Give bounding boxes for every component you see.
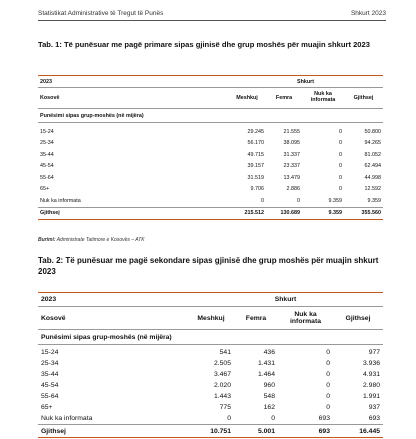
table2-section-row [38, 330, 383, 345]
table-row [38, 391, 383, 402]
table2-period: Shkurt [188, 293, 383, 307]
cell-value: 2.020 [213, 382, 231, 389]
table-row [38, 369, 383, 380]
table2-year-row [38, 293, 383, 307]
cell-value: 693 [368, 415, 381, 422]
table1-total-row [38, 207, 383, 219]
row-label: 65+ [41, 404, 53, 411]
cell-value: 81.052 [364, 151, 382, 158]
row-label: 55-64 [41, 393, 59, 400]
table2-region: Kosovë [38, 307, 188, 330]
table1-header-row [38, 88, 383, 109]
table1-section-row [38, 109, 383, 123]
cell-value: 693 [278, 425, 333, 438]
table1-col-header: Gjithsej [344, 88, 383, 109]
table1-year-row [38, 76, 383, 88]
cell-value: 0 [271, 415, 275, 422]
table-row [38, 380, 383, 391]
table-row [38, 172, 383, 184]
cell-value: 0 [326, 360, 330, 367]
cell-value: 2.980 [363, 382, 381, 389]
cell-value: 960 [263, 382, 275, 389]
table-row [38, 123, 383, 138]
table1-title: Tab. 1: Të punësuar me pagë primare sipas gjinisë dhe grup moshës për muajin shkurt 2023 [38, 40, 370, 49]
table-row [38, 138, 383, 150]
cell-value: 39.157 [247, 163, 264, 170]
publication-title: Statistikat Administrative të Tregut të Punës [38, 10, 164, 17]
cell-value: 50.800 [364, 128, 382, 135]
publication-date: Shkurt 2023 [350, 10, 386, 17]
row-label: 15-24 [41, 349, 59, 356]
cell-value: 162 [263, 404, 275, 411]
cell-value: 44.998 [364, 174, 382, 181]
table2-title: Tab. 2: Të punësuar me pagë sekondare sipas gjinisë dhe grup moshës për muajin shkurt 2023 [38, 256, 379, 276]
cell-value: 0 [326, 371, 330, 378]
cell-value: 21.555 [283, 128, 300, 135]
table1-region: Kosovë [38, 88, 228, 109]
cell-value: 31.337 [283, 151, 300, 158]
cell-value: 541 [219, 349, 231, 356]
cell-value: 9.359 [328, 197, 342, 204]
table2 [38, 292, 383, 438]
cell-value: 5.001 [234, 425, 278, 438]
cell-value: 12.592 [364, 186, 382, 193]
row-label: Nuk ka informata [40, 197, 81, 204]
row-label: Nuk ka informata [41, 415, 93, 422]
table1-section-label: Punësimi sipas grup-moshës (në mijëra) [38, 109, 383, 123]
row-label: Gjithsej [38, 425, 188, 438]
table-row [38, 149, 383, 161]
cell-value: 56.170 [247, 140, 264, 147]
cell-value: 9.359 [302, 207, 344, 219]
cell-value: 0 [339, 186, 342, 193]
row-label: 25-34 [41, 360, 59, 367]
source-text: Administrate Tatimore e Kosovës – ATK [55, 237, 145, 243]
row-label: Gjithsej [38, 207, 228, 219]
cell-value: 3.467 [213, 371, 231, 378]
cell-value: 1.464 [257, 371, 275, 378]
page-header [38, 6, 386, 21]
cell-value: 31.519 [247, 174, 264, 181]
cell-value: 0 [339, 174, 342, 181]
table1-source [38, 237, 145, 243]
cell-value: 0 [227, 415, 231, 422]
table2-year: 2023 [38, 293, 188, 307]
row-label: 45-54 [40, 163, 54, 170]
cell-value: 9.359 [367, 197, 382, 204]
cell-value: 0 [326, 382, 330, 389]
cell-value: 3.936 [363, 360, 381, 367]
cell-value: 0 [297, 197, 300, 204]
cell-value: 29.245 [247, 128, 264, 135]
cell-value: 38.095 [283, 140, 300, 147]
cell-value: 10.751 [188, 425, 234, 438]
cell-value: 0 [339, 140, 342, 147]
cell-value: 355.560 [344, 207, 383, 219]
cell-value: 1.443 [213, 393, 231, 400]
cell-value: 693 [318, 415, 330, 422]
cell-value: 436 [263, 349, 275, 356]
table1 [38, 75, 383, 220]
cell-value: 0 [339, 151, 342, 158]
row-label: 35-44 [41, 371, 59, 378]
cell-value: 775 [219, 404, 231, 411]
cell-value: 16.445 [333, 425, 383, 438]
table2-col-header: Meshkuj [188, 307, 234, 330]
table-row [38, 413, 383, 425]
cell-value: 977 [368, 349, 381, 356]
table1-col-header: Meshkuj [228, 88, 266, 109]
table-row [38, 358, 383, 369]
cell-value: 0 [326, 349, 330, 356]
table2-header-row [38, 307, 383, 330]
source-label: Burimi: [38, 237, 56, 243]
cell-value: 13.479 [283, 174, 300, 181]
row-label: 15-24 [40, 128, 54, 135]
cell-value: 215.512 [228, 207, 266, 219]
table-row [38, 195, 383, 207]
table1-col-header: Femra [266, 88, 302, 109]
table-row [38, 345, 383, 359]
cell-value: 0 [339, 128, 342, 135]
cell-value: 94.265 [364, 140, 382, 147]
cell-value: 937 [368, 404, 381, 411]
cell-value: 548 [263, 393, 275, 400]
table1-year: 2023 [38, 76, 228, 88]
row-label: 25-34 [40, 140, 54, 147]
table2-section-label: Punësimi sipas grup-moshës (në mijëra) [38, 330, 383, 345]
table1-period: Shkurt [228, 76, 383, 88]
row-label: 45-54 [41, 382, 59, 389]
row-label: 65+ [40, 186, 50, 193]
table-row [38, 184, 383, 196]
cell-value: 4.931 [363, 371, 381, 378]
cell-value: 0 [326, 393, 330, 400]
row-label: 55-64 [40, 174, 54, 181]
cell-value: 0 [326, 404, 330, 411]
table-row [38, 161, 383, 173]
cell-value: 1.431 [257, 360, 275, 367]
table2-total-row [38, 425, 383, 438]
table2-col-header: Nuk ka informata [278, 307, 333, 330]
cell-value: 130.689 [266, 207, 302, 219]
cell-value: 1.991 [363, 393, 381, 400]
cell-value: 62.494 [364, 163, 382, 170]
cell-value: 0 [339, 163, 342, 170]
table2-col-header: Gjithsej [333, 307, 383, 330]
cell-value: 49.715 [247, 151, 264, 158]
cell-value: 0 [261, 197, 264, 204]
table-row [38, 402, 383, 413]
cell-value: 2.505 [213, 360, 231, 367]
cell-value: 2.886 [286, 186, 300, 193]
table2-col-header: Femra [234, 307, 278, 330]
cell-value: 23.337 [283, 163, 300, 170]
table1-col-header: Nuk ka informata [302, 88, 344, 109]
cell-value: 9.706 [250, 186, 264, 193]
row-label: 35-44 [40, 151, 54, 158]
